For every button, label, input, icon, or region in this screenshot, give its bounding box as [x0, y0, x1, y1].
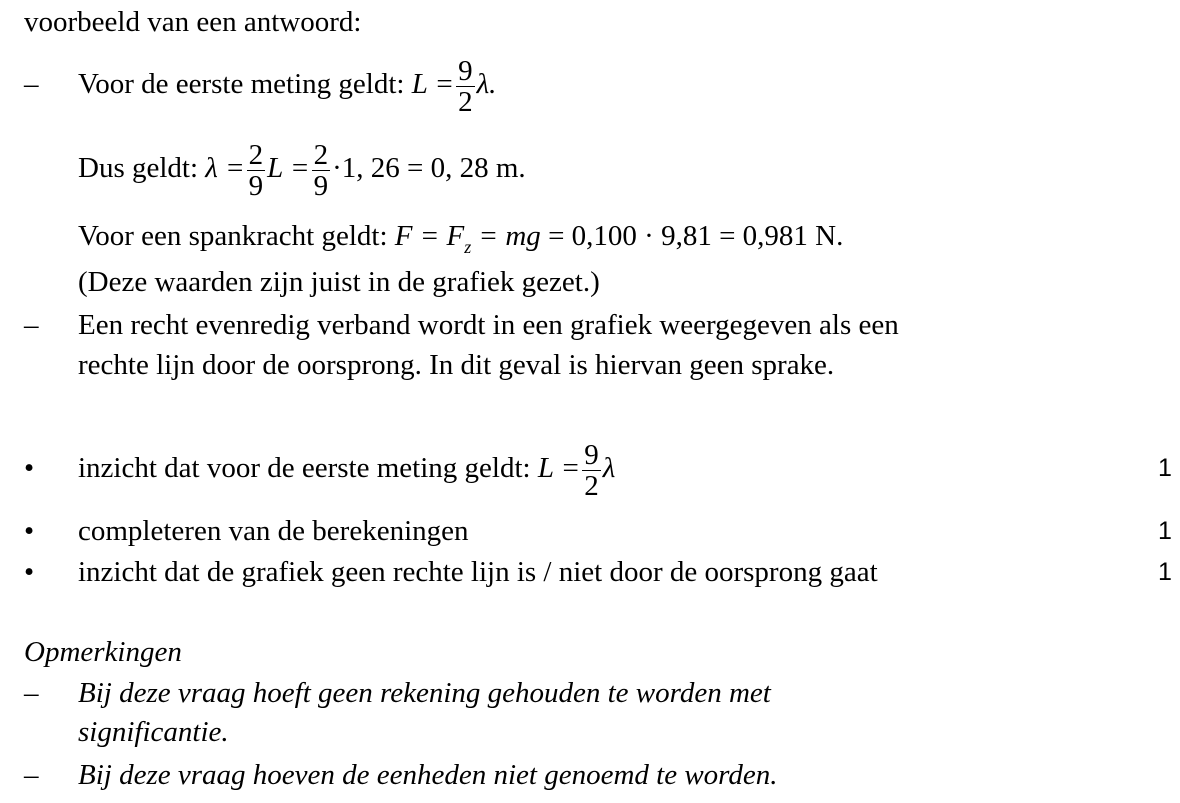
- dash-marker: –: [24, 759, 39, 791]
- dash-marker: –: [24, 68, 39, 100]
- score-points: 1: [1158, 558, 1172, 586]
- l-eq: L =: [267, 152, 310, 184]
- answer-line-2-text: Dus geldt:: [78, 152, 199, 184]
- calc-rest: ·1, 26 = 0, 28 m.: [332, 152, 526, 184]
- scoring-item-2: completeren van de berekeningen: [78, 515, 469, 547]
- scoring-item-1-text: inzicht dat voor de eerste meting geldt:: [78, 452, 531, 484]
- dash-marker: –: [24, 309, 39, 341]
- answer-item-2-line-1: Een recht evenredig verband wordt in een grafiek weergegeven als een: [78, 309, 899, 341]
- remarks-title: Opmerkingen: [24, 636, 182, 668]
- formula-lhs: L =: [411, 68, 455, 100]
- fraction-9-2: $\frac{9}{2}$: [458, 54, 473, 118]
- answer-line-3-text: Voor een spankracht geldt:: [78, 220, 388, 252]
- intro-text: voorbeeld van een antwoord:: [24, 6, 362, 38]
- answer-line-2: [78, 132, 526, 204]
- scoring-item-3: inzicht dat de grafiek geen rechte lijn is / niet door de oorsprong gaat: [78, 556, 878, 588]
- answer-item-2-line-2: rechte lijn door de oorsprong. In dit geval is hiervan geen sprake.: [78, 349, 835, 381]
- formula-lhs: L =: [537, 452, 581, 484]
- remark-1-line-2: significantie.: [78, 716, 229, 748]
- lambda-eq: λ =: [205, 152, 245, 184]
- remark-2: Bij deze vraag hoeven de eenheden niet genoemd te worden.: [78, 759, 778, 791]
- answer-line-1-text: Voor de eerste meting geldt:: [78, 68, 405, 100]
- formula-rhs: λ: [602, 452, 616, 484]
- score-points: 1: [1158, 517, 1172, 545]
- bullet-marker: •: [24, 556, 35, 588]
- symbol-mg: = mg: [478, 220, 541, 252]
- symbol-f: F: [394, 220, 413, 252]
- answer-line-4: (Deze waarden zijn juist in de grafiek gezet.): [78, 266, 600, 298]
- bullet-marker: •: [24, 452, 35, 484]
- fraction-2-9-b: $\frac{2}{9}$: [313, 138, 329, 202]
- subscript-z: z: [464, 237, 472, 257]
- score-points: 1: [1158, 454, 1172, 482]
- remark-1-line-1: Bij deze vraag hoeft geen rekening gehouden te worden met: [78, 677, 771, 709]
- fraction-9-2: $\frac{9}{2}$: [584, 438, 599, 502]
- force-calc: = 0,100 · 9,81 = 0,981 N.: [548, 220, 844, 252]
- answer-line-3: [78, 220, 843, 258]
- bullet-marker: •: [24, 515, 35, 547]
- fraction-2-9-a: $\frac{2}{9}$: [248, 138, 264, 202]
- symbol-fz: = F: [419, 220, 465, 252]
- formula-rhs: λ.: [476, 68, 497, 100]
- answer-line-1: [78, 48, 496, 120]
- dash-marker: –: [24, 677, 39, 709]
- scoring-item-1: [78, 432, 615, 504]
